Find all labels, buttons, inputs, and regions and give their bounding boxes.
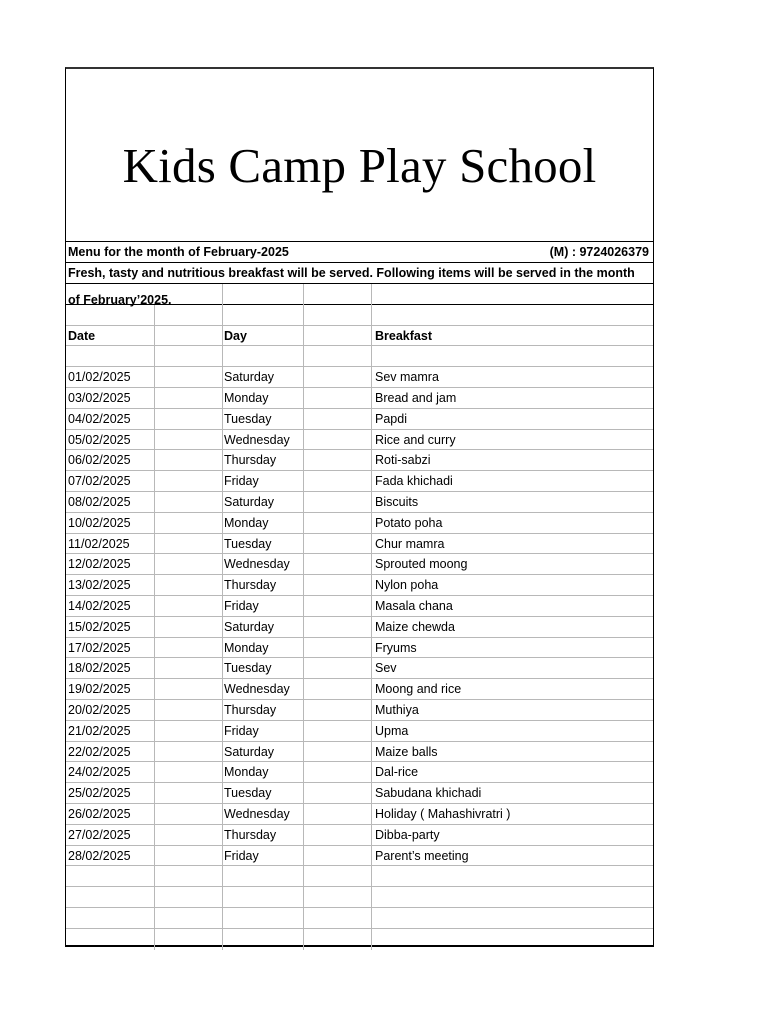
day-cell: Wednesday xyxy=(224,807,290,821)
breakfast-cell: Papdi xyxy=(375,411,407,426)
date-cell: 13/02/2025 xyxy=(68,578,131,593)
date-cell: 25/02/2025 xyxy=(68,786,131,801)
date-cell: 27/02/2025 xyxy=(68,827,131,842)
breakfast-cell: Maize balls xyxy=(375,744,438,759)
breakfast-cell: Bread and jam xyxy=(375,391,457,405)
breakfast-cell: Parent’s meeting xyxy=(375,848,469,863)
date-cell: 26/02/2025 xyxy=(68,807,131,821)
date-cell: 20/02/2025 xyxy=(68,703,131,717)
date-cell: 15/02/2025 xyxy=(68,619,131,634)
day-cell: Friday xyxy=(224,723,259,738)
column-divider xyxy=(371,284,372,305)
day-cell: Tuesday xyxy=(224,661,272,676)
column-divider xyxy=(222,284,223,305)
menu-sheet xyxy=(65,67,654,947)
phone-number: (M) : 9724026379 xyxy=(549,245,649,259)
day-cell: Saturday xyxy=(224,495,275,509)
breakfast-cell: Nylon poha xyxy=(375,578,439,593)
day-cell: Thursday xyxy=(224,827,277,842)
header-date: Date xyxy=(68,328,96,343)
breakfast-cell: Sev xyxy=(375,661,397,676)
breakfast-cell: Chur mamra xyxy=(375,536,445,551)
date-cell: 14/02/2025 xyxy=(68,599,131,613)
date-cell: 03/02/2025 xyxy=(68,391,131,405)
breakfast-cell: Potato poha xyxy=(375,515,443,530)
date-cell: 22/02/2025 xyxy=(68,744,131,759)
day-cell: Thursday xyxy=(224,578,277,593)
breakfast-cell: Biscuits xyxy=(375,495,419,509)
breakfast-cell: Holiday ( Mahashivratri ) xyxy=(375,807,511,821)
breakfast-cell: Muthiya xyxy=(375,703,419,717)
day-cell: Saturday xyxy=(224,744,275,759)
day-cell: Wednesday xyxy=(224,432,290,447)
day-cell: Thursday xyxy=(224,453,277,468)
date-cell: 08/02/2025 xyxy=(68,495,131,509)
breakfast-cell: Rice and curry xyxy=(375,432,456,447)
date-cell: 05/02/2025 xyxy=(68,432,131,447)
intro-text-line2: of February’2025. xyxy=(68,293,172,307)
date-cell: 24/02/2025 xyxy=(68,765,131,780)
breakfast-cell: Fryums xyxy=(375,640,417,655)
date-cell: 12/02/2025 xyxy=(68,557,131,572)
breakfast-cell: Maize chewda xyxy=(375,619,455,634)
column-divider xyxy=(371,305,372,950)
day-cell: Friday xyxy=(224,848,259,863)
column-divider xyxy=(154,305,155,950)
day-cell: Saturday xyxy=(224,370,275,385)
date-cell: 17/02/2025 xyxy=(68,640,131,655)
day-cell: Tuesday xyxy=(224,786,272,801)
date-cell: 19/02/2025 xyxy=(68,682,131,697)
day-cell: Saturday xyxy=(224,619,275,634)
date-cell: 07/02/2025 xyxy=(68,474,131,489)
column-divider xyxy=(303,284,304,305)
day-cell: Wednesday xyxy=(224,557,290,572)
day-cell: Tuesday xyxy=(224,411,272,426)
menu-header-row xyxy=(66,242,653,263)
title-box xyxy=(66,69,653,242)
date-cell: 18/02/2025 xyxy=(68,661,131,676)
breakfast-cell: Sprouted moong xyxy=(375,557,468,572)
date-cell: 06/02/2025 xyxy=(68,453,131,468)
date-cell: 28/02/2025 xyxy=(68,848,131,863)
breakfast-cell: Moong and rice xyxy=(375,682,462,697)
date-cell: 11/02/2025 xyxy=(68,536,130,551)
day-cell: Friday xyxy=(224,599,259,613)
date-cell: 10/02/2025 xyxy=(68,515,131,530)
day-cell: Thursday xyxy=(224,703,277,717)
column-divider xyxy=(222,305,223,950)
breakfast-cell: Upma xyxy=(375,723,409,738)
day-cell: Friday xyxy=(224,474,259,489)
intro-text-line1: Fresh, tasty and nutritious breakfast will be served. Following items will be served in the month xyxy=(68,266,635,280)
breakfast-cell: Sev mamra xyxy=(375,370,439,385)
day-cell: Monday xyxy=(224,765,269,780)
date-cell: 04/02/2025 xyxy=(68,411,131,426)
header-breakfast: Breakfast xyxy=(375,328,432,343)
day-cell: Monday xyxy=(224,640,269,655)
breakfast-cell: Dal-rice xyxy=(375,765,419,780)
date-cell: 01/02/2025 xyxy=(68,370,131,385)
day-cell: Wednesday xyxy=(224,682,290,697)
breakfast-cell: Masala chana xyxy=(375,599,453,613)
breakfast-cell: Sabudana khichadi xyxy=(375,786,482,801)
breakfast-cell: Fada khichadi xyxy=(375,474,453,489)
date-cell: 21/02/2025 xyxy=(68,723,131,738)
intro-row xyxy=(66,263,653,284)
day-cell: Monday xyxy=(224,515,269,530)
breakfast-cell: Dibba-party xyxy=(375,827,440,842)
menu-table xyxy=(66,284,653,947)
day-cell: Tuesday xyxy=(224,536,272,551)
header-day: Day xyxy=(224,328,247,343)
breakfast-cell: Roti-sabzi xyxy=(375,453,431,468)
menu-title: Menu for the month of February-2025 xyxy=(68,245,289,259)
day-cell: Monday xyxy=(224,391,269,405)
column-divider xyxy=(303,305,304,950)
school-title: Kids Camp Play School xyxy=(122,137,597,193)
